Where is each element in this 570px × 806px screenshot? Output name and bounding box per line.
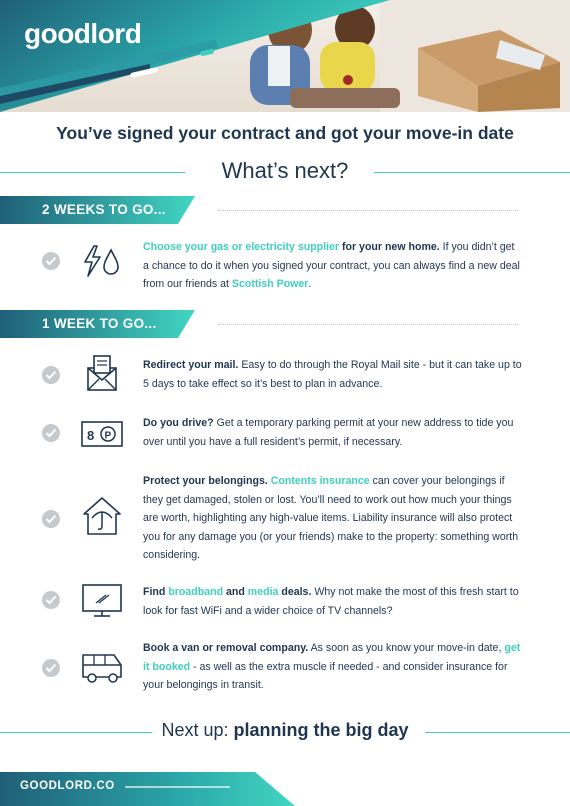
body-text: - as well as the extra muscle if needed - and consider insurance for your belongings in transit. <box>143 660 508 692</box>
body-text: Get a temporary parking permit at your new address to tide you over until you have a full resident’s permit, if necessary. <box>143 417 514 448</box>
page-title: You’ve signed your contract and got your move-in date <box>56 123 514 143</box>
checklist-item-van <box>0 639 570 699</box>
item-text <box>143 238 523 294</box>
check-icon[interactable] <box>42 659 60 677</box>
bold-text: Protect your belongings. <box>143 475 268 487</box>
highlight-link[interactable]: Scottish Power <box>231 278 309 291</box>
section-label: 2 WEEKS TO GO... <box>42 202 166 217</box>
goodlord-logo[interactable]: goodlord <box>24 18 142 49</box>
check-icon[interactable] <box>42 510 60 528</box>
subtitle-rule-right <box>374 172 570 173</box>
hero-photo <box>0 0 570 112</box>
item-text <box>143 472 523 565</box>
highlight-link[interactable]: broadband <box>168 586 224 598</box>
van-icon <box>80 647 124 687</box>
header-banner <box>0 0 570 112</box>
check-icon[interactable] <box>42 366 60 384</box>
item-text <box>143 639 523 695</box>
body-text: can cover your belongings if they get damaged, stolen or lost. You’ll need to work out how much your things are worth, highlighting any high-value items. Liability insurance will also protect you for any damage you (or your friends) make to the property: something worth considering. <box>143 475 519 562</box>
bold-text: and <box>223 586 248 598</box>
section-dotted-rule <box>218 324 518 325</box>
tv-icon <box>80 581 124 621</box>
bold-text: Find <box>143 586 169 598</box>
next-up-heading <box>0 720 570 741</box>
bold-text: Book a van or removal company. <box>143 642 309 654</box>
energy-icon <box>80 242 124 282</box>
next-up-row <box>0 720 570 744</box>
body-text: . <box>308 278 312 291</box>
footer-band <box>0 772 300 806</box>
body-text: If you didn’t get a chance to do it when you signed your contract, you can always find a new deal from our friends at <box>143 241 520 291</box>
section-banner-2-weeks <box>0 196 570 224</box>
checklist-item-broadband <box>0 583 570 623</box>
body-text: As soon as you know your move-in date, <box>308 642 505 654</box>
item-text <box>143 356 523 393</box>
svg-text:8: 8 <box>87 428 95 443</box>
item-text <box>143 414 523 451</box>
check-icon[interactable] <box>42 252 60 270</box>
check-icon[interactable] <box>42 591 60 609</box>
bold-text: deals. <box>278 586 312 598</box>
parking-permit-icon <box>80 414 124 454</box>
checklist-item-parking <box>0 414 570 454</box>
checklist-item-energy <box>0 238 570 298</box>
bold-text: for your new home. <box>339 241 440 253</box>
section-banner-1-week <box>0 310 570 338</box>
highlight-link[interactable]: Choose your gas or electricity supplier <box>143 241 340 253</box>
body-text: Easy to do through the Royal Mail site - but it can take up to 5 days to take effect so it’s best to plan in advance. <box>143 359 522 390</box>
section-label: 1 WEEK TO GO... <box>42 316 157 331</box>
next-up-topic[interactable]: planning the big day <box>233 720 409 740</box>
mail-icon <box>80 354 124 394</box>
section-dotted-rule <box>218 210 518 211</box>
highlight-link[interactable]: Contents insurance <box>270 475 370 487</box>
body-text: Why not make the most of this fresh start to look for fast WiFi and a wider choice of TV channels? <box>143 586 519 617</box>
bold-text: Redirect your mail. <box>143 359 239 371</box>
check-icon[interactable] <box>42 424 60 442</box>
subtitle-row <box>0 155 570 189</box>
item-text <box>143 583 523 620</box>
footer-url-link[interactable]: GOODLORD.CO <box>20 780 115 792</box>
subtitle: What’s next? <box>221 158 349 183</box>
svg-text:P: P <box>104 430 112 442</box>
checklist-item-mail <box>0 356 570 396</box>
highlight-link[interactable]: media <box>247 586 279 598</box>
checklist-item-insurance <box>0 472 570 568</box>
next-up-rule-right <box>425 732 570 733</box>
insurance-umbrella-icon <box>80 496 124 536</box>
next-up-prefix: Next up: <box>161 720 234 740</box>
highlight-link[interactable]: get it booked <box>143 642 521 673</box>
bold-text: Do you drive? <box>143 417 214 429</box>
